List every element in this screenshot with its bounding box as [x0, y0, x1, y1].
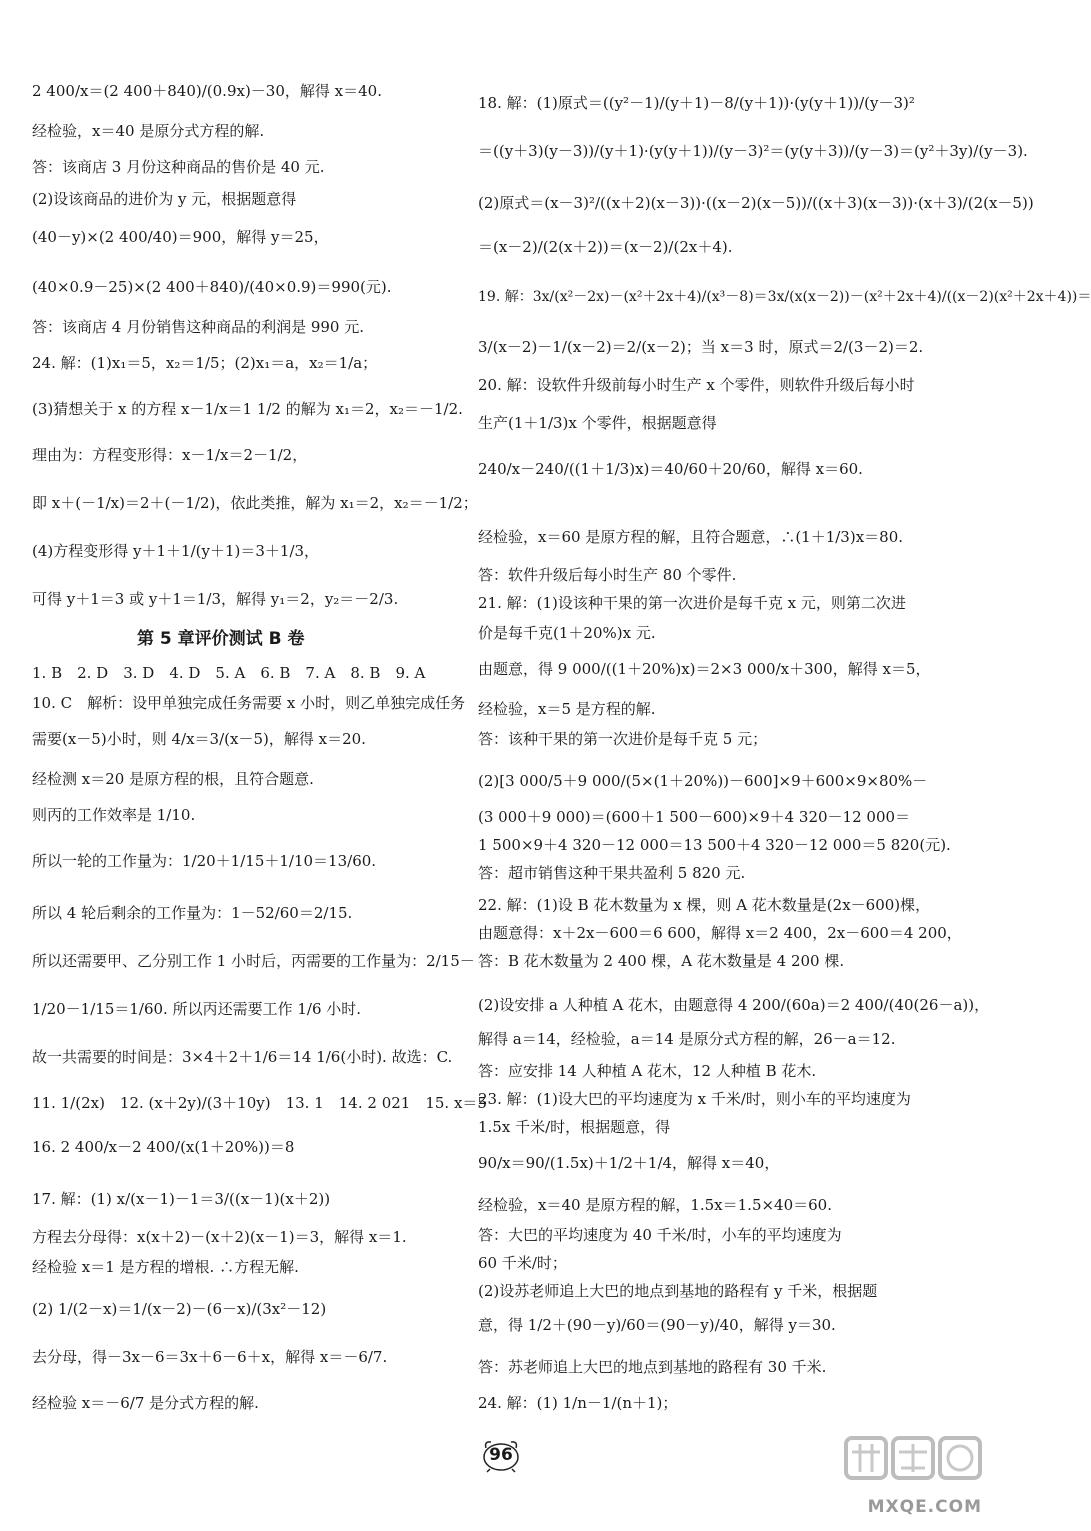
text-line: ＝(x－2)/(2(x＋2))＝(x－2)/(2x＋4). — [478, 238, 733, 256]
text-line: 1/20－1/15＝1/60. 所以丙还需要工作 1/6 小时. — [32, 1000, 362, 1018]
text-line: 16. 2 400/x－2 400/(x(1＋20%))＝8 — [32, 1138, 295, 1156]
text-line: 答：该商店 4 月份销售这种商品的利润是 990 元. — [32, 318, 365, 336]
text-line: 答：该商店 3 月份这种商品的售价是 40 元. — [32, 158, 325, 176]
text-line: 价是每千克(1＋20%)x 元. — [478, 624, 656, 642]
text-line: 3/(x－2)－1/(x－2)＝2/(x－2)；当 x＝3 时，原式＝2/(3－2)＝2. — [478, 338, 924, 356]
text-line: (2)设安排 a 人种植 A 花木，由题意得 4 200/(60a)＝2 400/(40(26－a))， — [478, 996, 990, 1014]
text-line: 答：软件升级后每小时生产 80 个零件. — [478, 566, 737, 584]
text-line: (2)[3 000/5＋9 000/(5×(1＋20%))－600]×9＋600×9×80%－ — [478, 772, 928, 790]
text-line: 1 500×9＋4 320－12 000＝13 500＋4 320－12 000＝5 820(元). — [478, 836, 951, 854]
text-line: 经检验，x＝5 是方程的解. — [478, 700, 656, 718]
text-line: 经检验，x＝40 是原方程的解，1.5x＝1.5×40＝60. — [478, 1196, 832, 1214]
text-line: 答：该种干果的第一次进价是每千克 5 元； — [478, 730, 768, 748]
text-line: (3)猜想关于 x 的方程 x－1/x＝1 1/2 的解为 x₁＝2，x₂＝－1/2. — [32, 400, 463, 418]
text-line: 所以 4 轮后剩余的工作量为：1－52/60＝2/15. — [32, 904, 353, 922]
text-line: 则丙的工作效率是 1/10. — [32, 806, 196, 824]
text-line: (40－y)×(2 400/40)＝900，解得 y＝25， — [32, 228, 329, 246]
page-number — [478, 1438, 524, 1472]
text-line: 方程去分母得：x(x＋2)－(x＋2)(x－1)＝3，解得 x＝1. — [32, 1228, 407, 1246]
text-line: 240/x－240/((1＋1/3)x)＝40/60＋20/60，解得 x＝60. — [478, 460, 863, 478]
text-line: 故一共需要的时间是：3×4＋2＋1/6＝14 1/6(小时). 故选：C. — [32, 1048, 453, 1066]
watermark-text: MXQE.COM — [867, 1497, 982, 1517]
text-line: 答：大巴的平均速度为 40 千米/时，小车的平均速度为 — [478, 1226, 842, 1244]
text-line: 答：苏老师追上大巴的地点到基地的路程有 30 千米. — [478, 1358, 827, 1376]
text-line: 23. 解：(1)设大巴的平均速度为 x 千米/时，则小车的平均速度为 — [478, 1090, 911, 1108]
text-line: 20. 解：设软件升级前每小时生产 x 个零件，则软件升级后每小时 — [478, 376, 915, 394]
text-line: 可得 y＋1＝3 或 y＋1＝1/3，解得 y₁＝2，y₂＝－2/3. — [32, 590, 399, 608]
text-line: 由题意，得 9 000/((1＋20%)x)＝2×3 000/x＋300，解得 x＝5， — [478, 660, 931, 678]
text-line: 18. 解：(1)原式＝((y²－1)/(y＋1)－8/(y＋1))·(y(y＋1))/(y－3)² — [478, 94, 915, 112]
text-line: 经检验 x＝－6/7 是分式方程的解. — [32, 1394, 259, 1412]
text-line: ＝((y＋3)(y－3))/(y＋1)·(y(y＋1))/(y－3)²＝(y(y＋3))/(y－3)＝(y²＋3y)/(y－3). — [478, 142, 1028, 160]
text-line: 经检验 x＝1 是方程的增根. ∴方程无解. — [32, 1258, 299, 1276]
text-line: 答：超市销售这种干果共盈利 5 820 元. — [478, 864, 746, 882]
text-line: 生产(1＋1/3)x 个零件，根据题意得 — [478, 414, 717, 432]
text-line: (4)方程变形得 y＋1＋1/(y＋1)＝3＋1/3， — [32, 542, 320, 560]
text-line: 60 千米/时； — [478, 1254, 567, 1272]
section-title: 第 5 章评价测试 B 卷 — [137, 629, 305, 649]
text-line: 所以一轮的工作量为：1/20＋1/15＋1/10＝13/60. — [32, 852, 377, 870]
text-line: (2)原式＝(x－3)²/((x＋2)(x－3))·((x－2)(x－5))/((x＋3)(x－3))·(x＋3)/(2(x－5)) — [478, 194, 1034, 212]
text-line: 11. 1/(2x) 12. (x＋2y)/(3＋10y) 13. 1 14. 2 021 15. x＝5 — [32, 1094, 487, 1112]
text-line: 90/x＝90/(1.5x)＋1/2＋1/4，解得 x＝40， — [478, 1154, 780, 1172]
text-line: 经检验，x＝60 是原方程的解，且符合题意，∴(1＋1/3)x＝80. — [478, 528, 904, 546]
text-line: 由题意得：x＋2x－600＝6 600，解得 x＝2 400，2x－600＝4 200， — [478, 924, 962, 942]
text-line: 即 x＋(－1/x)＝2＋(－1/2)，依此类推，解为 x₁＝2，x₂＝－1/2； — [32, 494, 478, 512]
text-line: 经检验，x＝40 是原分式方程的解. — [32, 122, 265, 140]
text-line: 22. 解：(1)设 B 花木数量为 x 棵，则 A 花木数量是(2x－600)棵， — [478, 896, 931, 914]
text-line: 19. 解：3x/(x²－2x)－(x²＋2x＋4)/(x³－8)＝3x/(x(x－2))－(x²＋2x＋4)/((x－2)(x²＋2x＋4))＝ — [478, 289, 1091, 305]
text-line: 答：应安排 14 人种植 A 花木，12 人种植 B 花木. — [478, 1062, 817, 1080]
text-line: (2)设该商品的进价为 y 元，根据题意得 — [32, 190, 297, 208]
text-line: 1.5x 千米/时，根据题意，得 — [478, 1118, 671, 1136]
text-line: (40×0.9－25)×(2 400＋840)/(40×0.9)＝990(元). — [32, 278, 392, 296]
text-line: 1. B 2. D 3. D 4. D 5. A 6. B 7. A 8. B 9. A — [32, 664, 426, 682]
text-line: (3 000＋9 000)＝(600＋1 500－600)×9＋4 320－12 000＝ — [478, 808, 911, 826]
text-line: 去分母，得－3x－6＝3x＋6－6＋x，解得 x＝－6/7. — [32, 1348, 388, 1366]
text-line: 24. 解：(1) 1/n－1/(n＋1)； — [478, 1394, 678, 1412]
text-line: 17. 解：(1) x/(x－1)－1＝3/((x－1)(x＋2)) — [32, 1190, 331, 1208]
text-line: 经检测 x＝20 是原方程的根，且符合题意. — [32, 770, 314, 788]
text-line: (2)设苏老师追上大巴的地点到基地的路程有 y 千米，根据题 — [478, 1282, 878, 1300]
page-number-text: 96 — [489, 1445, 513, 1465]
text-line: (2) 1/(2－x)＝1/(x－2)－(6－x)/(3x²－12) — [32, 1300, 327, 1318]
text-line: 10. C 解析：设甲单独完成任务需要 x 小时，则乙单独完成任务 — [32, 694, 466, 712]
text-line: 24. 解：(1)x₁＝5，x₂＝1/5；(2)x₁＝a，x₂＝1/a； — [32, 354, 378, 372]
text-line: 解得 a＝14，经检验，a＝14 是原分式方程的解，26－a＝12. — [478, 1030, 896, 1048]
text-line: 2 400/x＝(2 400＋840)/(0.9x)－30，解得 x＝40. — [32, 82, 382, 100]
text-line: 需要(x－5)小时，则 4/x＝3/(x－5)，解得 x＝20. — [32, 730, 366, 748]
text-line: 21. 解：(1)设该种干果的第一次进价是每千克 x 元，则第二次进 — [478, 594, 906, 612]
text-line: 理由为：方程变形得：x－1/x＝2－1/2， — [32, 446, 308, 464]
text-line: 意，得 1/2＋(90－y)/60＝(90－y)/40，解得 y＝30. — [478, 1316, 836, 1334]
text-line: 所以还需要甲、乙分别工作 1 小时后，丙需要的工作量为：2/15－ — [32, 952, 475, 970]
text-line: 答：B 花木数量为 2 400 棵，A 花木数量是 4 200 棵. — [478, 952, 845, 970]
